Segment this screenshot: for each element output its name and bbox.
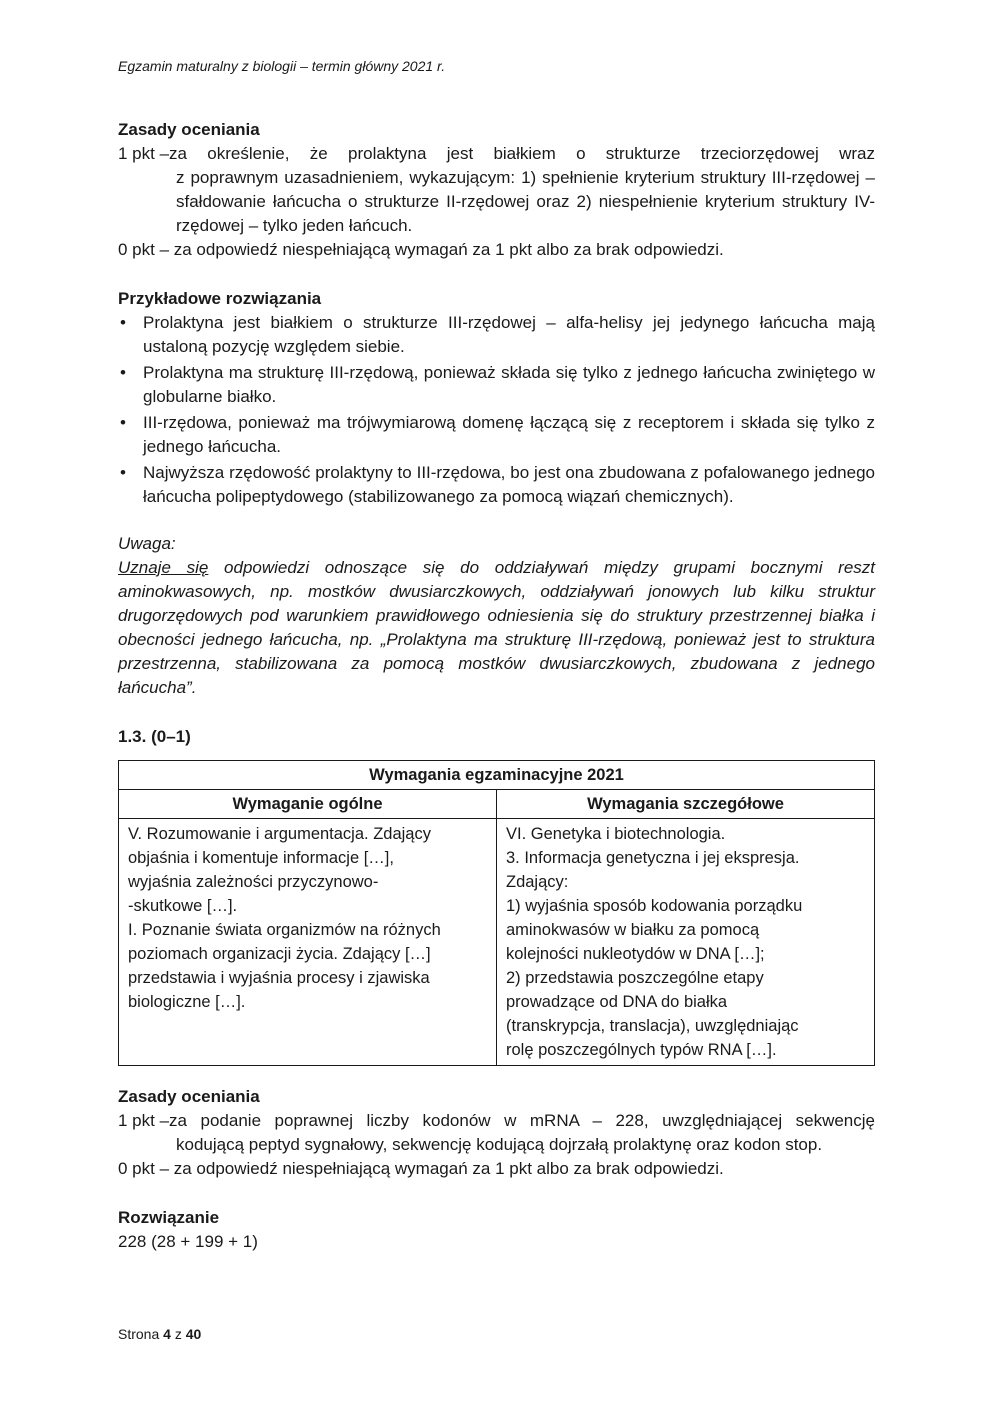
cell-line: Zdający: xyxy=(506,873,569,891)
cell-line: 2) przedstawia poszczególne etapy xyxy=(506,969,764,987)
footer-total-pages: 40 xyxy=(185,1326,202,1342)
zero-point-criterion: 0 pkt – za odpowiedź niespełniającą wymagań za 1 pkt albo za brak odpowiedzi. xyxy=(118,240,724,259)
one-point-criterion xyxy=(118,1109,875,1133)
bullet-icon: • xyxy=(120,363,126,382)
one-point-text-first: za podanie poprawnej liczby kodonów w mRNA – 228, uwzględniającej sekwencję xyxy=(169,1111,875,1130)
footer-page-number: 4 xyxy=(163,1326,171,1342)
cell-line: aminokwasów w białku za pomocą xyxy=(506,921,760,939)
cell-line: wyjaśnia zależności przyczynowo- xyxy=(128,873,379,891)
cell-line: biologiczne […]. xyxy=(128,993,246,1011)
list-item-text: Prolaktyna jest białkiem o strukturze III-rzędowej – alfa-helisy jej jedynego łańcucha mają ustaloną pozycję względem siebie. xyxy=(143,313,875,356)
bullet-icon: • xyxy=(120,463,126,482)
one-point-text-rest: kodującą peptyd sygnałowy, sekwencję kodującą dojrzałą prolaktynę oraz kodon stop. xyxy=(176,1135,823,1154)
running-header: Egzamin maturalny z biologii – termin główny 2021 r. xyxy=(118,58,446,74)
scoring-section-1 xyxy=(118,118,875,262)
example-solutions-title: Przykładowe rozwiązania xyxy=(118,289,322,308)
scoring-title: Zasady oceniania xyxy=(118,1087,260,1106)
table-header-general: Wymaganie ogólne xyxy=(119,790,497,819)
requirements-table-wrapper xyxy=(118,760,875,1066)
list-item xyxy=(118,411,875,459)
list-item-text: Prolaktyna ma strukturę III-rzędową, ponieważ składa się tylko z jednego łańcucha zwiniętego w globularne białko. xyxy=(143,363,875,406)
table-header-specific: Wymagania szczegółowe xyxy=(497,790,875,819)
table-title: Wymagania egzaminacyjne 2021 xyxy=(119,761,875,790)
example-solutions xyxy=(118,287,875,511)
requirements-table xyxy=(118,760,875,1066)
note-body: odpowiedzi odnoszące się do oddziaływań między grupami bocznymi reszt aminokwasowych, np. mostków dwusiarczkowych, oddziaływań jonowych lub kilku struktur drugorzędowych pod warunkiem prawidłowego odniesienia się do struktury przestrzennej białka i obecności jednego łańcucha, np. „Prolaktyna ma strukturę III-rzędową, ponieważ jest to struktura przestrzenna, stabilizowana za pomocą mostków dwusiarczkowych, zbudowana z jednego łańcucha”. xyxy=(118,558,876,697)
page-footer xyxy=(118,1326,201,1342)
table-cell-specific xyxy=(497,819,875,1066)
cell-line: I. Poznanie świata organizmów na różnych xyxy=(128,921,441,939)
cell-line: przedstawia i wyjaśnia procesy i zjawiska xyxy=(128,969,430,987)
one-point-text-first: za określenie, że prolaktyna jest białkiem o strukturze trzeciorzędowej wraz xyxy=(169,144,875,163)
cell-line: 1) wyjaśnia sposób kodowania porządku xyxy=(506,897,803,915)
cell-line: V. Rozumowanie i argumentacja. Zdający xyxy=(128,825,431,843)
task-label: 1.3. (0–1) xyxy=(118,727,191,746)
list-item xyxy=(118,461,875,509)
scoring-title: Zasady oceniania xyxy=(118,120,260,139)
list-item-text: III-rzędowa, ponieważ ma trójwymiarową domenę łączącą się z receptorem i składa się tylko z jednego łańcucha. xyxy=(143,413,875,456)
cell-line: kolejności nukleotydów w DNA […]; xyxy=(506,945,765,963)
cell-line: -skutkowe […]. xyxy=(128,897,238,915)
list-item-text: Najwyższa rzędowość prolaktyny to III-rzędowa, bo jest ona zbudowana z pofalowanego jednego łańcucha polipeptydowego (stabilizowanego za pomocą wiązań chemicznych). xyxy=(143,463,875,506)
scoring-section-2 xyxy=(118,1085,875,1181)
solution-title: Rozwiązanie xyxy=(118,1208,220,1227)
cell-line: objaśnia i komentuje informacje […], xyxy=(128,849,394,867)
example-solutions-list xyxy=(118,311,875,509)
cell-line: 3. Informacja genetyczna i jej ekspresja. xyxy=(506,849,800,867)
note-section xyxy=(118,532,875,700)
solution-section xyxy=(118,1206,875,1254)
one-point-label: 1 pkt – xyxy=(118,1111,170,1130)
note-label: Uwaga: xyxy=(118,534,176,553)
zero-point-criterion: 0 pkt – za odpowiedź niespełniającą wymagań za 1 pkt albo za brak odpowiedzi. xyxy=(118,1159,724,1178)
bullet-icon: • xyxy=(120,313,126,332)
table-cell-general xyxy=(119,819,497,1066)
footer-prefix: Strona xyxy=(118,1326,164,1342)
cell-line: poziomach organizacji życia. Zdający […] xyxy=(128,945,431,963)
cell-line: prowadzące od DNA do białka xyxy=(506,993,728,1011)
note-text xyxy=(118,556,875,700)
cell-line: rolę poszczególnych typów RNA […]. xyxy=(506,1041,777,1059)
one-point-criterion xyxy=(118,142,875,166)
note-underlined: Uznaje się xyxy=(118,558,209,577)
one-point-label: 1 pkt – xyxy=(118,144,170,163)
footer-middle: z xyxy=(170,1326,186,1342)
solution-text: 228 (28 + 199 + 1) xyxy=(118,1232,258,1251)
cell-line: VI. Genetyka i biotechnologia. xyxy=(506,825,726,843)
cell-line: (transkrypcja, translacja), uwzględniając xyxy=(506,1017,799,1035)
bullet-icon: • xyxy=(120,413,126,432)
one-point-text-rest: z poprawnym uzasadnieniem, wykazującym: 1) spełnienie kryterium struktury III-rzędowej – sfałdowanie łańcucha o strukturze II-rzędowej oraz 2) niespełnienie kryterium struktury IV-rzędowej – tylko jeden łańcuch. xyxy=(176,168,875,235)
list-item xyxy=(118,361,875,409)
list-item xyxy=(118,311,875,359)
